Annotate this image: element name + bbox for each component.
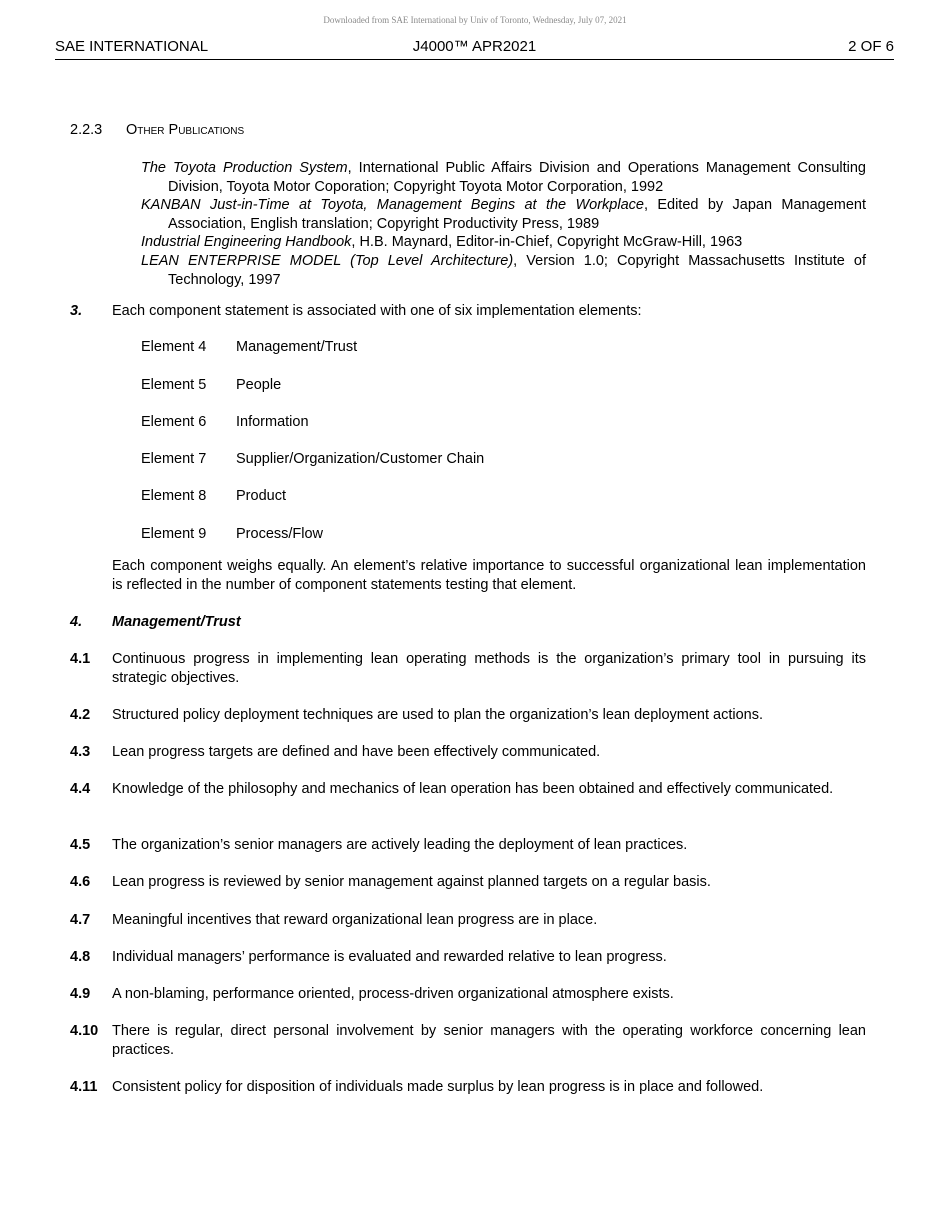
section-2-2-3-heading [70, 122, 244, 138]
statement-text: Structured policy deployment techniques are used to plan the organization’s lean deployment actions. [112, 707, 764, 723]
reference-list [141, 159, 866, 289]
statement-text: Meaningful incentives that reward organizational lean progress are in place. [112, 912, 598, 928]
reference-item [141, 159, 866, 196]
section-number: 4. [70, 614, 83, 630]
statement-4-4 [70, 780, 866, 799]
element-name: Element 7 [141, 451, 207, 467]
element-name: Element 8 [141, 488, 207, 504]
element-row [141, 526, 641, 542]
elements-note: Each component weighs equally. An element’s relative importance to successful organizational lean implementation is reflected in the number of component statements testing that element. [112, 558, 866, 593]
statement-text: There is regular, direct personal involvement by senior managers with the operating workforce concerning lean practices. [112, 1023, 866, 1058]
section-title: Management/Trust [112, 614, 241, 630]
element-label: Information [236, 414, 309, 430]
statement-4-1 [70, 650, 866, 687]
reference-item [141, 196, 866, 233]
header-organization: SAE INTERNATIONAL [55, 38, 209, 55]
header-document-id: J4000™ APR2021 [412, 38, 537, 55]
page-header [55, 38, 894, 60]
statement-number: 4.2 [70, 707, 91, 723]
statement-text: Individual managers’ performance is evaluated and rewarded relative to lean progress. [112, 949, 667, 965]
statement-text: The organization’s senior managers are actively leading the deployment of lean practices. [112, 837, 688, 853]
statement-number: 4.8 [70, 949, 91, 965]
element-label: Process/Flow [236, 526, 324, 542]
element-row [141, 377, 641, 393]
section-title: Other Publications [126, 122, 245, 138]
statement-text: Lean progress targets are defined and have been effectively communicated. [112, 744, 601, 760]
reference-details: , International Public Affairs Division and Operations Management Consulting Division, Toyota Motor Coporation; Copyright Toyota Motor Corporation, 1992 [168, 160, 867, 195]
statement-number: 4.10 [70, 1023, 99, 1039]
section-number: 3. [70, 303, 83, 319]
section-4-heading [70, 613, 866, 632]
element-label: Management/Trust [236, 339, 358, 355]
statement-4-5 [70, 836, 866, 855]
statement-4-6 [70, 873, 866, 892]
reference-item [141, 252, 866, 289]
statement-number: 4.3 [70, 744, 91, 760]
header-page-number: 2 OF 6 [848, 38, 894, 55]
statement-number: 4.1 [70, 651, 91, 667]
element-name: Element 6 [141, 414, 207, 430]
section-3-paragraph [70, 302, 866, 321]
element-row [141, 451, 641, 467]
element-name: Element 4 [141, 339, 207, 355]
statement-4-3 [70, 743, 866, 762]
reference-item [141, 233, 866, 252]
download-watermark: Downloaded from SAE International by Univ of Toronto, Wednesday, July 07, 2021 [323, 15, 627, 25]
statement-4-2 [70, 706, 866, 725]
element-row [141, 488, 641, 504]
statement-text: Continuous progress in implementing lean operating methods is the organization’s primary tool in pursuing its strategic objectives. [112, 651, 866, 686]
statement-number: 4.9 [70, 986, 91, 1002]
statement-4-11 [70, 1078, 866, 1097]
element-name: Element 5 [141, 377, 207, 393]
element-label: People [236, 377, 282, 393]
reference-details: , Version 1.0; Copyright Massachusetts Institute of Technology, 1997 [168, 252, 866, 288]
statement-4-7 [70, 911, 866, 930]
reference-title: KANBAN Just-in-Time at Toyota, Management Begins at the Workplace [141, 197, 644, 214]
reference-title: Industrial Engineering Handbook [141, 234, 352, 251]
reference-title: LEAN ENTERPRISE MODEL (Top Level Architecture) [141, 252, 514, 269]
reference-title: The Toyota Production System [141, 160, 348, 176]
statement-text: Lean progress is reviewed by senior management against planned targets on a regular basis. [112, 874, 711, 890]
section-number: 2.2.3 [70, 122, 103, 138]
statement-number: 4.4 [70, 781, 91, 797]
statement-text: Knowledge of the philosophy and mechanics of lean operation has been obtained and effectively communicated. [112, 781, 834, 797]
statement-number: 4.7 [70, 912, 91, 928]
statement-4-9 [70, 985, 866, 1004]
element-label: Product [236, 488, 286, 504]
element-row [141, 414, 641, 430]
element-label: Supplier/Organization/Customer Chain [236, 451, 485, 467]
statement-text: A non-blaming, performance oriented, process-driven organizational atmosphere exists. [112, 986, 674, 1002]
statement-number: 4.5 [70, 837, 91, 853]
reference-details: , Edited by Japan Management Association, English translation; Copyright Productivity Press, 1989 [168, 197, 866, 232]
statement-number: 4.6 [70, 874, 91, 890]
statement-text: Consistent policy for disposition of individuals made surplus by lean progress is in place and followed. [112, 1079, 764, 1095]
section-text: Each component statement is associated with one of six implementation elements: [112, 303, 642, 319]
element-name: Element 9 [141, 526, 207, 542]
statement-4-10 [70, 1022, 866, 1059]
element-row [141, 339, 641, 355]
statement-4-8 [70, 948, 866, 967]
reference-details: , H.B. Maynard, Editor-in-Chief, Copyright McGraw-Hill, 1963 [351, 234, 743, 251]
statement-number: 4.11 [70, 1079, 98, 1095]
